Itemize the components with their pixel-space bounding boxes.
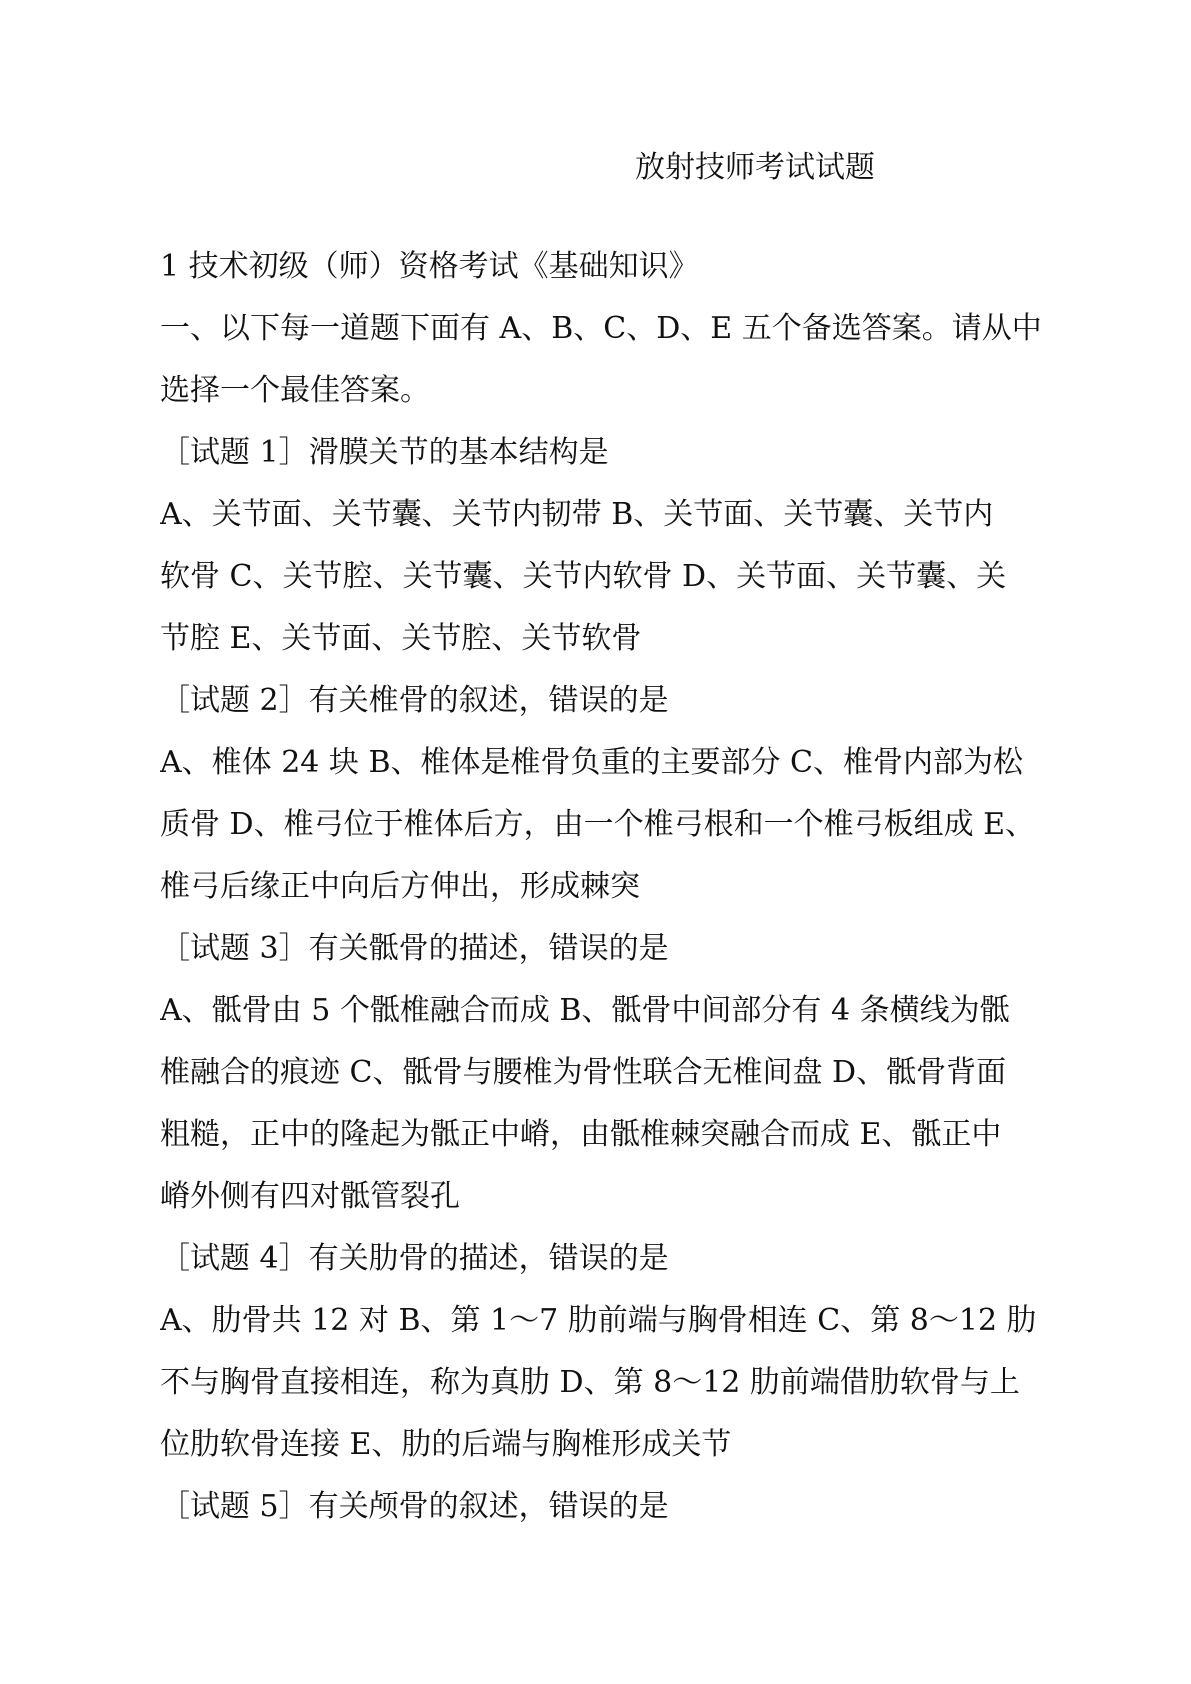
section-instruction-cont: 选择一个最佳答案。 bbox=[160, 373, 430, 408]
question-4-options: A、肋骨共 12 对 B、第 1～7 肋前端与胸骨相连 C、第 8～12 肋 bbox=[160, 1303, 1037, 1338]
question-4-options: 位肋软骨连接 E、肋的后端与胸椎形成关节 bbox=[160, 1427, 732, 1462]
section-instruction: 一、以下每一道题下面有 A、B、C、D、E 五个备选答案。请从中 bbox=[160, 311, 1042, 346]
question-5-stem: ［试题 5］有关颅骨的叙述，错误的是 bbox=[160, 1489, 669, 1524]
question-2-options: 质骨 D、椎弓位于椎体后方，由一个椎弓根和一个椎弓板组成 E、 bbox=[160, 807, 1036, 842]
question-1-options: A、关节面、关节囊、关节内韧带 B、关节面、关节囊、关节内 bbox=[160, 497, 994, 532]
document-title: 放射技师考试试题 bbox=[635, 150, 875, 185]
question-3-options: A、骶骨由 5 个骶椎融合而成 B、骶骨中间部分有 4 条横线为骶 bbox=[160, 993, 1010, 1028]
question-4-stem: ［试题 4］有关肋骨的描述，错误的是 bbox=[160, 1241, 669, 1276]
question-2-stem: ［试题 2］有关椎骨的叙述，错误的是 bbox=[160, 683, 669, 718]
question-1-options: 软骨 C、关节腔、关节囊、关节内软骨 D、关节面、关节囊、关 bbox=[160, 559, 1007, 594]
question-2-options: A、椎体 24 块 B、椎体是椎骨负重的主要部分 C、椎骨内部为松 bbox=[160, 745, 1023, 780]
question-4-options: 不与胸骨直接相连，称为真肋 D、第 8～12 肋前端借肋软骨与上 bbox=[160, 1365, 1020, 1400]
question-3-options: 椎融合的痕迹 C、骶骨与腰椎为骨性联合无椎间盘 D、骶骨背面 bbox=[160, 1055, 1007, 1090]
document-body bbox=[160, 236, 1060, 1538]
question-3-stem: ［试题 3］有关骶骨的描述，错误的是 bbox=[160, 931, 669, 966]
question-3-options: 粗糙，正中的隆起为骶正中嵴，由骶椎棘突融合而成 E、骶正中 bbox=[160, 1117, 1002, 1152]
question-2-options: 椎弓后缘正中向后方伸出，形成棘突 bbox=[160, 869, 640, 904]
exam-subtitle: 1 技术初级（师）资格考试《基础知识》 bbox=[160, 249, 699, 284]
question-3-options: 嵴外侧有四对骶管裂孔 bbox=[160, 1179, 460, 1214]
question-1-options: 节腔 E、关节面、关节腔、关节软骨 bbox=[160, 621, 642, 656]
question-1-stem: ［试题 1］滑膜关节的基本结构是 bbox=[160, 435, 609, 470]
